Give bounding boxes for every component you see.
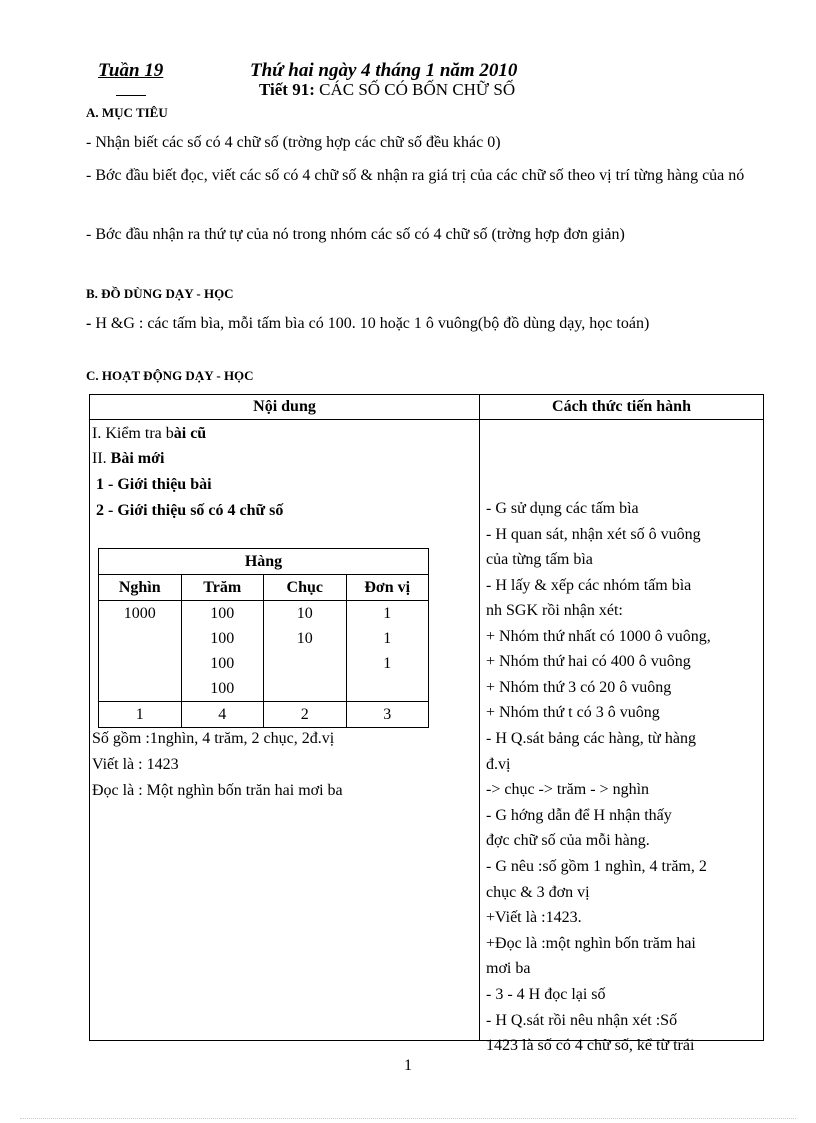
hang-total: 4 [181, 702, 264, 728]
materials-prefix: - [86, 315, 96, 332]
hang-total: 1 [99, 702, 182, 728]
section-c-title: C. HOẠT ĐỘNG DẠY - HỌC [86, 368, 254, 383]
content-line [92, 450, 164, 468]
method-column [480, 420, 764, 1054]
materials-item [86, 311, 758, 337]
review-label: I. Kiểm tra b [92, 425, 174, 442]
materials-text: H &G : các tấm bìa, mỗi tấm bìa có 100. 10 hoặc 1 ô vuông(bộ đồ dùng dạy, học toán) [95, 315, 650, 332]
method-line: chục & 3 đơn vị [486, 884, 590, 901]
hang-title: Hàng [99, 549, 429, 575]
col-header-method: Cách thức tiến hành [480, 395, 764, 420]
hang-cell: 10 [264, 626, 347, 651]
review-label-bold: ài cũ [173, 425, 207, 442]
hang-header: Trăm [181, 575, 264, 601]
method-line: đợc chữ số của mỗi hàng. [486, 832, 650, 849]
method-line: - G nêu :số gồm 1 nghìn, 4 trăm, 2 [486, 858, 707, 875]
new-lesson-prefix: II. [92, 450, 111, 467]
lesson-prefix: Tiết 91: [259, 80, 315, 99]
hang-header: Chục [264, 575, 347, 601]
week-label: Tuần 19 [98, 60, 164, 81]
hang-cell [346, 676, 429, 702]
intro-heading: 1 - Giới thiệu bài [96, 476, 212, 493]
method-line: +Viết là :1423. [486, 909, 582, 926]
lesson-title [259, 80, 515, 100]
method-line: mơi ba [486, 960, 531, 977]
four-digit-heading: 2 - Giới thiệu số có 4 chữ số [96, 502, 284, 519]
page-edge [20, 1118, 796, 1119]
section-a-title: A. MỤC TIÊU [86, 105, 168, 120]
hang-cell: 100 [181, 601, 264, 627]
method-line: - H Q.sát rồi nêu nhận xét :Số [486, 1012, 678, 1029]
method-line: - H Q.sát bảng các hàng, từ hàng [486, 730, 696, 747]
hang-cell [264, 651, 347, 676]
objective-item: - Nhận biết các số có 4 chữ số (trờng hợp các chữ số đều khác 0) [86, 134, 501, 151]
written-line: Viết là : 1423 [92, 756, 179, 773]
page-number: 1 [404, 1057, 412, 1074]
method-line: của từng tấm bìa [486, 551, 593, 568]
method-line: nh SGK rồi nhận xét: [486, 602, 623, 619]
col-header-content: Nội dung [90, 395, 480, 420]
method-line: + Nhóm thứ t có 3 ô vuông [486, 704, 660, 721]
hang-header: Đơn vị [346, 575, 429, 601]
hang-header: Nghìn [99, 575, 182, 601]
lesson-title-text: CÁC SỐ CÓ BỐN CHỮ SỐ [319, 80, 516, 99]
hang-cell [99, 626, 182, 651]
hang-cell [99, 676, 182, 702]
content-column [90, 420, 480, 1041]
section-b-title: B. ĐỒ DÙNG DẠY - HỌC [86, 286, 234, 301]
hang-cell: 1 [346, 601, 429, 627]
lesson-table [89, 394, 764, 1054]
reading-line: Đọc là : Một nghìn bốn trăn hai mơi ba [92, 782, 343, 799]
method-line: 1423 là số có 4 chữ số, kể từ trái [486, 1037, 695, 1054]
date-label: Thứ hai ngày 4 tháng 1 năm 2010 [250, 60, 518, 81]
method-line: - G hớng dẫn để H nhận thấy [486, 807, 672, 824]
hang-cell: 100 [181, 626, 264, 651]
hang-cell: 1000 [99, 601, 182, 627]
objective-item: - Bớc đầu nhận ra thứ tự của nó trong nhóm các số có 4 chữ số (trờng hợp đơn giản) [86, 226, 625, 243]
place-value-table [98, 548, 429, 728]
new-lesson-label: Bài mới [110, 450, 165, 467]
method-line: - G sử dụng các tấm bìa [486, 500, 639, 517]
method-line: đ.vị [486, 756, 511, 773]
composition-line: Số gồm :1nghìn, 4 trăm, 2 chục, 2đ.vị [92, 730, 335, 747]
hang-cell: 100 [181, 651, 264, 676]
hang-cell [99, 651, 182, 676]
method-line: - H quan sát, nhận xét số ô vuông [486, 526, 701, 543]
method-line: +Đọc là :một nghìn bốn trăm hai [486, 935, 696, 952]
method-line: + Nhóm thứ hai có 400 ô vuông [486, 653, 691, 670]
method-line: + Nhóm thứ nhất có 1000 ô vuông, [486, 628, 711, 645]
method-line: - 3 - 4 H đọc lại số [486, 986, 606, 1003]
hang-cell [264, 676, 347, 702]
content-line [92, 425, 206, 443]
method-line: + Nhóm thứ 3 có 20 ô vuông [486, 679, 672, 696]
method-line: -> chục -> trăm - > nghìn [486, 781, 650, 798]
hang-cell: 100 [181, 676, 264, 702]
objective-item: - Bớc đầu biết đọc, viết các số có 4 chữ số & nhận ra giá trị của các chữ số theo vị trí từng hàng của nó [86, 167, 745, 184]
hang-cell: 1 [346, 651, 429, 676]
hang-cell: 10 [264, 601, 347, 627]
method-line: - H lấy & xếp các nhóm tấm bìa [486, 577, 692, 594]
hang-cell: 1 [346, 626, 429, 651]
hang-total: 3 [346, 702, 429, 728]
divider [116, 95, 146, 96]
hang-total: 2 [264, 702, 347, 728]
